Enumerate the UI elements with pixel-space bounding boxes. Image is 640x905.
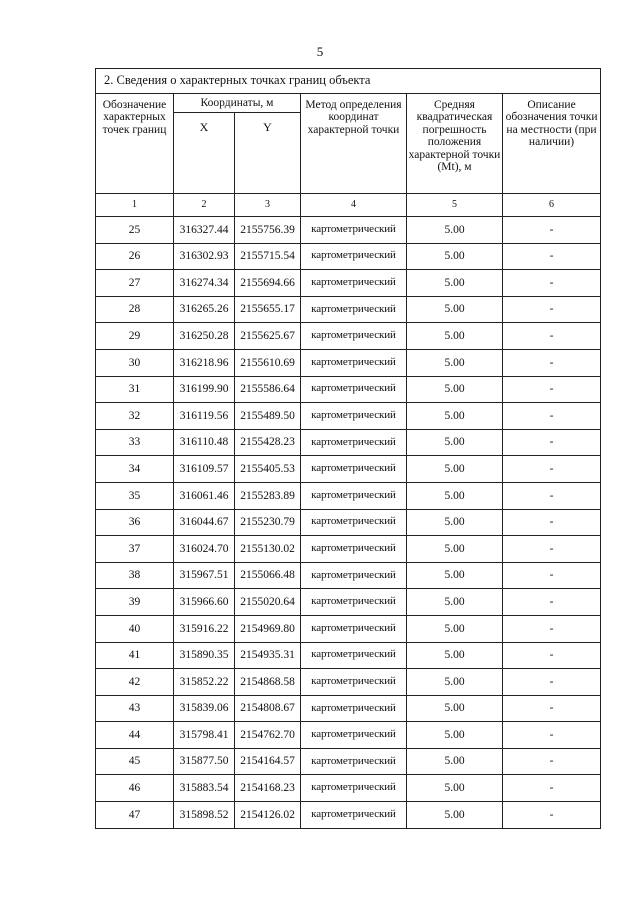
error-value: 5.00 bbox=[407, 615, 503, 642]
header-description: Описание обозначения точки на местности (при наличии) bbox=[503, 94, 601, 194]
table-row bbox=[96, 589, 601, 616]
point-number: 35 bbox=[96, 482, 174, 509]
coord-y: 2155715.54 bbox=[235, 243, 301, 270]
description: - bbox=[503, 775, 601, 802]
method: картометрический bbox=[301, 775, 407, 802]
point-number: 42 bbox=[96, 669, 174, 696]
error-value: 5.00 bbox=[407, 748, 503, 775]
coord-x: 316265.26 bbox=[174, 296, 235, 323]
description: - bbox=[503, 802, 601, 829]
table-row bbox=[96, 296, 601, 323]
table-row bbox=[96, 349, 601, 376]
error-value: 5.00 bbox=[407, 429, 503, 456]
point-number: 27 bbox=[96, 270, 174, 297]
point-number: 38 bbox=[96, 562, 174, 589]
description: - bbox=[503, 270, 601, 297]
method: картометрический bbox=[301, 349, 407, 376]
coord-x: 315966.60 bbox=[174, 589, 235, 616]
coord-x: 316119.56 bbox=[174, 403, 235, 430]
point-number: 26 bbox=[96, 243, 174, 270]
coord-y: 2155694.66 bbox=[235, 270, 301, 297]
coord-x: 315883.54 bbox=[174, 775, 235, 802]
description: - bbox=[503, 589, 601, 616]
coord-x: 315890.35 bbox=[174, 642, 235, 669]
description: - bbox=[503, 722, 601, 749]
coord-y: 2155756.39 bbox=[235, 217, 301, 244]
method: картометрический bbox=[301, 376, 407, 403]
description: - bbox=[503, 243, 601, 270]
table-row bbox=[96, 536, 601, 563]
method: картометрический bbox=[301, 642, 407, 669]
coord-y: 2154808.67 bbox=[235, 695, 301, 722]
error-value: 5.00 bbox=[407, 296, 503, 323]
error-value: 5.00 bbox=[407, 775, 503, 802]
point-number: 47 bbox=[96, 802, 174, 829]
description: - bbox=[503, 642, 601, 669]
coord-x: 316110.48 bbox=[174, 429, 235, 456]
coord-y: 2155586.64 bbox=[235, 376, 301, 403]
error-value: 5.00 bbox=[407, 562, 503, 589]
error-value: 5.00 bbox=[407, 802, 503, 829]
boundary-points-table bbox=[95, 68, 601, 829]
description: - bbox=[503, 323, 601, 350]
description: - bbox=[503, 482, 601, 509]
error-value: 5.00 bbox=[407, 509, 503, 536]
description: - bbox=[503, 376, 601, 403]
table-row bbox=[96, 748, 601, 775]
error-value: 5.00 bbox=[407, 217, 503, 244]
header-x: X bbox=[174, 113, 235, 194]
point-number: 33 bbox=[96, 429, 174, 456]
description: - bbox=[503, 349, 601, 376]
table-row bbox=[96, 695, 601, 722]
error-value: 5.00 bbox=[407, 695, 503, 722]
coord-y: 2154935.31 bbox=[235, 642, 301, 669]
header-y: Y bbox=[235, 113, 301, 194]
column-number: 6 bbox=[503, 194, 601, 217]
method: картометрический bbox=[301, 482, 407, 509]
point-number: 45 bbox=[96, 748, 174, 775]
point-number: 39 bbox=[96, 589, 174, 616]
coord-x: 316044.67 bbox=[174, 509, 235, 536]
coord-y: 2155625.67 bbox=[235, 323, 301, 350]
method: картометрический bbox=[301, 536, 407, 563]
error-value: 5.00 bbox=[407, 323, 503, 350]
table-row bbox=[96, 323, 601, 350]
coord-y: 2155489.50 bbox=[235, 403, 301, 430]
method: картометрический bbox=[301, 562, 407, 589]
table-row bbox=[96, 802, 601, 829]
error-value: 5.00 bbox=[407, 349, 503, 376]
point-number: 41 bbox=[96, 642, 174, 669]
method: картометрический bbox=[301, 669, 407, 696]
coord-y: 2154164.57 bbox=[235, 748, 301, 775]
method: картометрический bbox=[301, 802, 407, 829]
coord-y: 2155655.17 bbox=[235, 296, 301, 323]
column-number: 4 bbox=[301, 194, 407, 217]
description: - bbox=[503, 562, 601, 589]
point-number: 46 bbox=[96, 775, 174, 802]
coord-y: 2155610.69 bbox=[235, 349, 301, 376]
coord-y: 2154126.02 bbox=[235, 802, 301, 829]
header-designation: Обозначение характерных точек границ bbox=[96, 94, 174, 194]
error-value: 5.00 bbox=[407, 270, 503, 297]
table-row bbox=[96, 376, 601, 403]
point-number: 29 bbox=[96, 323, 174, 350]
coord-y: 2155428.23 bbox=[235, 429, 301, 456]
column-number: 2 bbox=[174, 194, 235, 217]
table-row bbox=[96, 429, 601, 456]
method: картометрический bbox=[301, 270, 407, 297]
coord-x: 316302.93 bbox=[174, 243, 235, 270]
table-row bbox=[96, 243, 601, 270]
method: картометрический bbox=[301, 217, 407, 244]
error-value: 5.00 bbox=[407, 642, 503, 669]
page-number: 5 bbox=[316, 44, 324, 59]
header-method: Метод определения координат характерной точки bbox=[301, 94, 407, 194]
coord-y: 2155066.48 bbox=[235, 562, 301, 589]
coord-y: 2155020.64 bbox=[235, 589, 301, 616]
header-error: Средняя квадратическая погрешность положения характерной точки (Mt), м bbox=[407, 94, 503, 194]
description: - bbox=[503, 669, 601, 696]
coord-x: 316250.28 bbox=[174, 323, 235, 350]
point-number: 32 bbox=[96, 403, 174, 430]
method: картометрический bbox=[301, 748, 407, 775]
error-value: 5.00 bbox=[407, 376, 503, 403]
method: картометрический bbox=[301, 695, 407, 722]
coord-y: 2154969.80 bbox=[235, 615, 301, 642]
coord-y: 2155130.02 bbox=[235, 536, 301, 563]
error-value: 5.00 bbox=[407, 722, 503, 749]
coord-x: 316218.96 bbox=[174, 349, 235, 376]
description: - bbox=[503, 429, 601, 456]
table-row bbox=[96, 615, 601, 642]
coord-x: 316024.70 bbox=[174, 536, 235, 563]
table-row bbox=[96, 456, 601, 483]
coord-y: 2155283.89 bbox=[235, 482, 301, 509]
coord-x: 315877.50 bbox=[174, 748, 235, 775]
coord-y: 2155230.79 bbox=[235, 509, 301, 536]
description: - bbox=[503, 509, 601, 536]
method: картометрический bbox=[301, 403, 407, 430]
error-value: 5.00 bbox=[407, 243, 503, 270]
table-row bbox=[96, 722, 601, 749]
error-value: 5.00 bbox=[407, 536, 503, 563]
coord-x: 316199.90 bbox=[174, 376, 235, 403]
description: - bbox=[503, 296, 601, 323]
method: картометрический bbox=[301, 589, 407, 616]
description: - bbox=[503, 403, 601, 430]
table-row bbox=[96, 775, 601, 802]
error-value: 5.00 bbox=[407, 482, 503, 509]
column-numbers-row bbox=[96, 194, 601, 217]
table-row bbox=[96, 482, 601, 509]
point-number: 43 bbox=[96, 695, 174, 722]
point-number: 37 bbox=[96, 536, 174, 563]
coord-y: 2154762.70 bbox=[235, 722, 301, 749]
method: картометрический bbox=[301, 323, 407, 350]
table-row bbox=[96, 642, 601, 669]
coord-x: 315839.06 bbox=[174, 695, 235, 722]
column-number: 1 bbox=[96, 194, 174, 217]
table-row bbox=[96, 669, 601, 696]
error-value: 5.00 bbox=[407, 456, 503, 483]
method: картометрический bbox=[301, 722, 407, 749]
point-number: 30 bbox=[96, 349, 174, 376]
table-row bbox=[96, 217, 601, 244]
description: - bbox=[503, 748, 601, 775]
coord-x: 316061.46 bbox=[174, 482, 235, 509]
coord-y: 2154868.58 bbox=[235, 669, 301, 696]
coord-x: 316327.44 bbox=[174, 217, 235, 244]
error-value: 5.00 bbox=[407, 403, 503, 430]
point-number: 40 bbox=[96, 615, 174, 642]
error-value: 5.00 bbox=[407, 589, 503, 616]
description: - bbox=[503, 456, 601, 483]
table-row bbox=[96, 270, 601, 297]
coord-x: 315967.51 bbox=[174, 562, 235, 589]
column-number: 3 bbox=[235, 194, 301, 217]
coord-x: 315852.22 bbox=[174, 669, 235, 696]
description: - bbox=[503, 615, 601, 642]
point-number: 25 bbox=[96, 217, 174, 244]
point-number: 31 bbox=[96, 376, 174, 403]
method: картометрический bbox=[301, 456, 407, 483]
coord-x: 316274.34 bbox=[174, 270, 235, 297]
point-number: 28 bbox=[96, 296, 174, 323]
table-row bbox=[96, 509, 601, 536]
coord-y: 2155405.53 bbox=[235, 456, 301, 483]
coord-x: 315916.22 bbox=[174, 615, 235, 642]
table-row bbox=[96, 403, 601, 430]
description: - bbox=[503, 695, 601, 722]
point-number: 44 bbox=[96, 722, 174, 749]
coord-x: 315798.41 bbox=[174, 722, 235, 749]
method: картометрический bbox=[301, 615, 407, 642]
method: картометрический bbox=[301, 429, 407, 456]
section-title: 2. Сведения о характерных точках границ объекта bbox=[96, 69, 601, 94]
point-number: 34 bbox=[96, 456, 174, 483]
error-value: 5.00 bbox=[407, 669, 503, 696]
column-number: 5 bbox=[407, 194, 503, 217]
method: картометрический bbox=[301, 296, 407, 323]
coord-x: 316109.57 bbox=[174, 456, 235, 483]
coord-x: 315898.52 bbox=[174, 802, 235, 829]
header-coordinates: Координаты, м bbox=[174, 94, 301, 113]
point-number: 36 bbox=[96, 509, 174, 536]
coord-y: 2154168.23 bbox=[235, 775, 301, 802]
description: - bbox=[503, 536, 601, 563]
table-row bbox=[96, 562, 601, 589]
description: - bbox=[503, 217, 601, 244]
method: картометрический bbox=[301, 509, 407, 536]
method: картометрический bbox=[301, 243, 407, 270]
